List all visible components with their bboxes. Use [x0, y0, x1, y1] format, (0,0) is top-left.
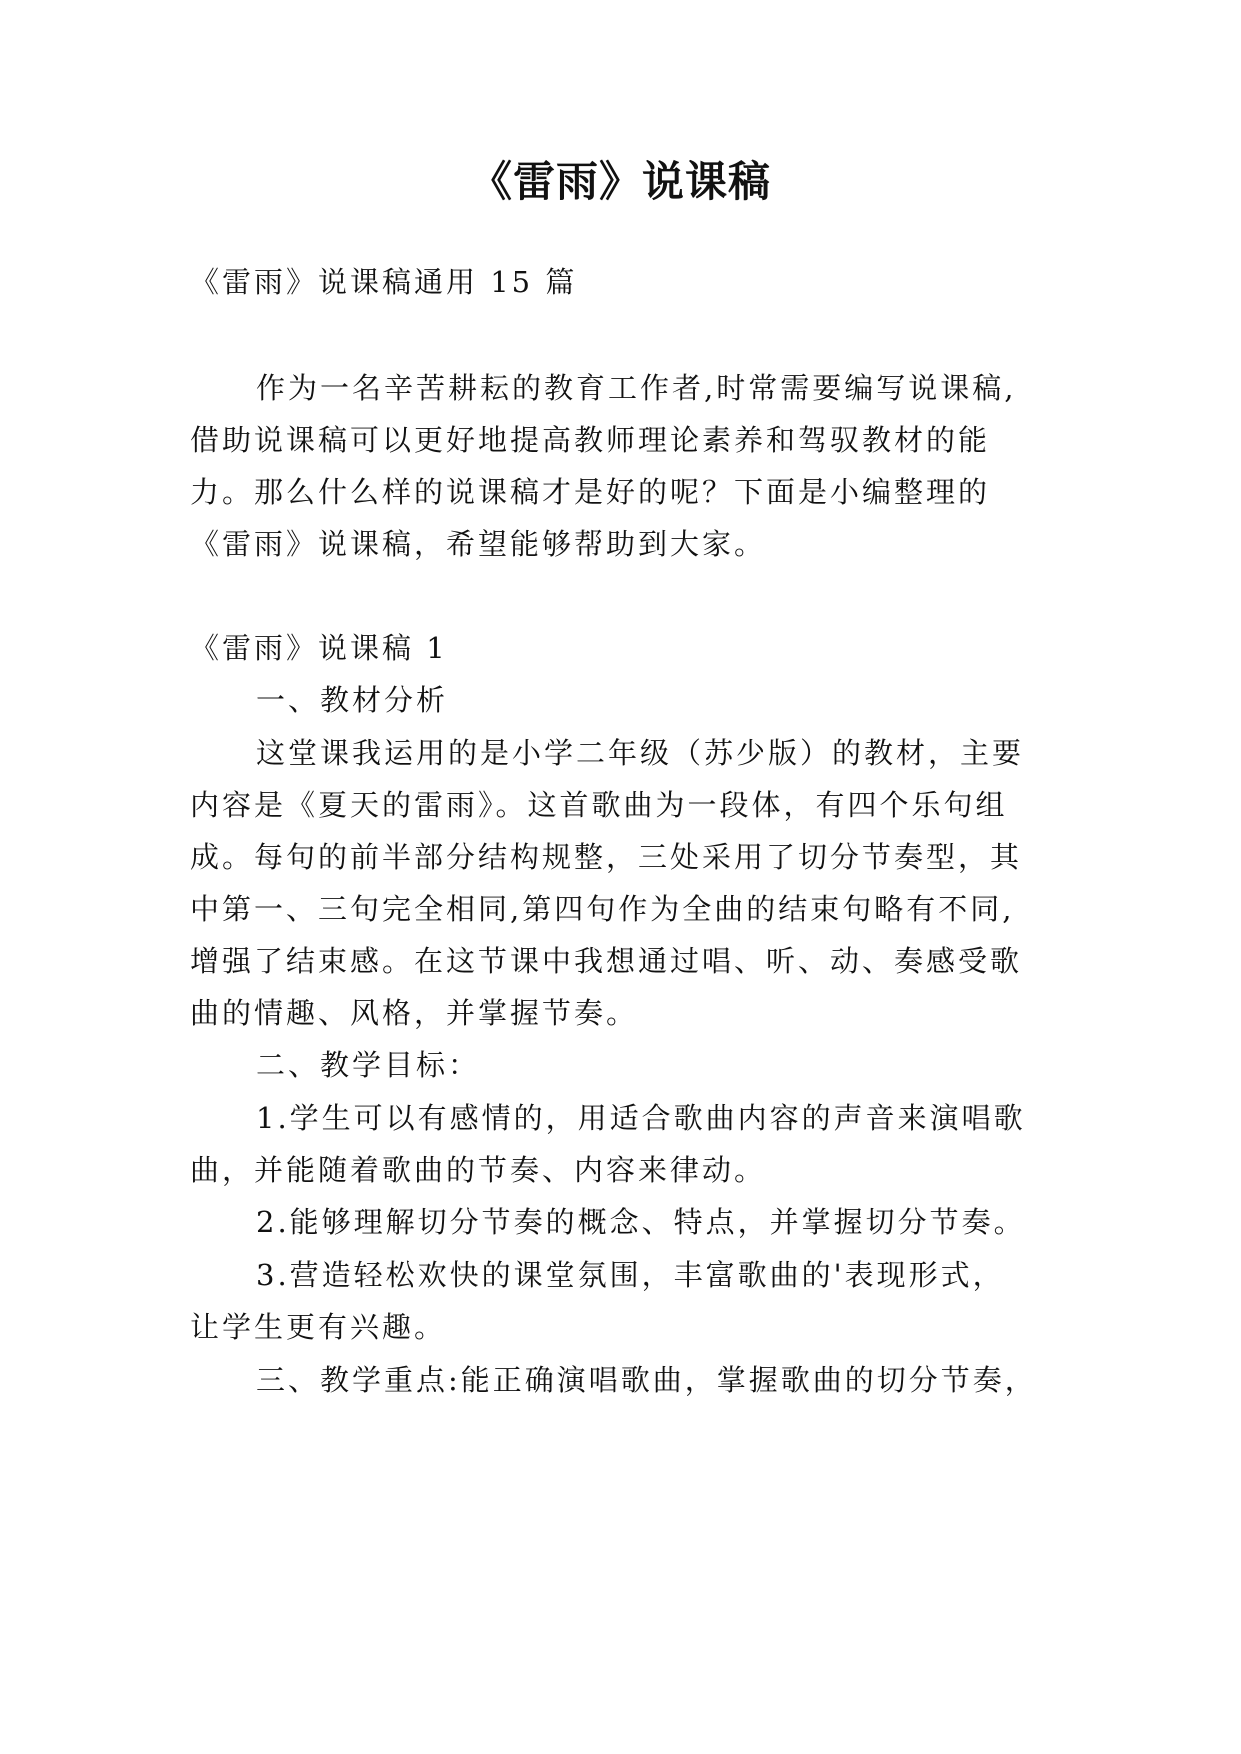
part1-line-4: 中第一、三句完全相同,第四句作为全曲的结束句略有不同, [190, 892, 1015, 926]
document-subtitle: 《雷雨》说课稿通用 15 篇 [190, 265, 578, 299]
part2-heading: 二、教学目标： [256, 1048, 481, 1082]
part1-line-1: 这堂课我运用的是小学二年级（苏少版）的教材，主要 [256, 736, 1025, 770]
goal-line-1: 1.学生可以有感情的，用适合歌曲内容的声音来演唱歌 [256, 1101, 1026, 1135]
part1-line-2: 内容是《夏天的雷雨》。这首歌曲为一段体，有四个乐句组 [190, 788, 1008, 822]
goal-line-4: 3.营造轻松欢快的课堂氛围，丰富歌曲的'表现形式， [256, 1258, 1005, 1292]
part3-line: 三、教学重点:能正确演唱歌曲，掌握歌曲的切分节奏， [256, 1363, 1037, 1397]
part1-line-3: 成。每句的前半部分结构规整，三处采用了切分节奏型，其 [190, 840, 1023, 874]
goal-line-5: 让学生更有兴趣。 [190, 1310, 447, 1344]
goal-line-2: 曲，并能随着歌曲的节奏、内容来律动。 [190, 1153, 767, 1187]
intro-line-2: 借助说课稿可以更好地提高教师理论素养和驾驭教材的能 [190, 423, 991, 457]
intro-line-4: 《雷雨》说课稿，希望能够帮助到大家。 [190, 527, 767, 561]
part1-line-6: 曲的情趣、风格，并掌握节奏。 [190, 996, 639, 1030]
section-heading: 《雷雨》说课稿 1 [190, 631, 448, 665]
part1-heading: 一、教材分析 [256, 683, 449, 717]
intro-line-3: 力。那么什么样的说课稿才是好的呢？下面是小编整理的 [190, 475, 991, 509]
part1-line-5: 增强了结束感。在这节课中我想通过唱、听、动、奏感受歌 [190, 944, 1023, 978]
document-title: 《雷雨》说课稿 [469, 157, 771, 206]
goal-line-3: 2.能够理解切分节奏的概念、特点，并掌握切分节奏。 [256, 1205, 1026, 1239]
intro-line-1: 作为一名辛苦耕耘的教育工作者,时常需要编写说课稿, [256, 371, 1017, 405]
